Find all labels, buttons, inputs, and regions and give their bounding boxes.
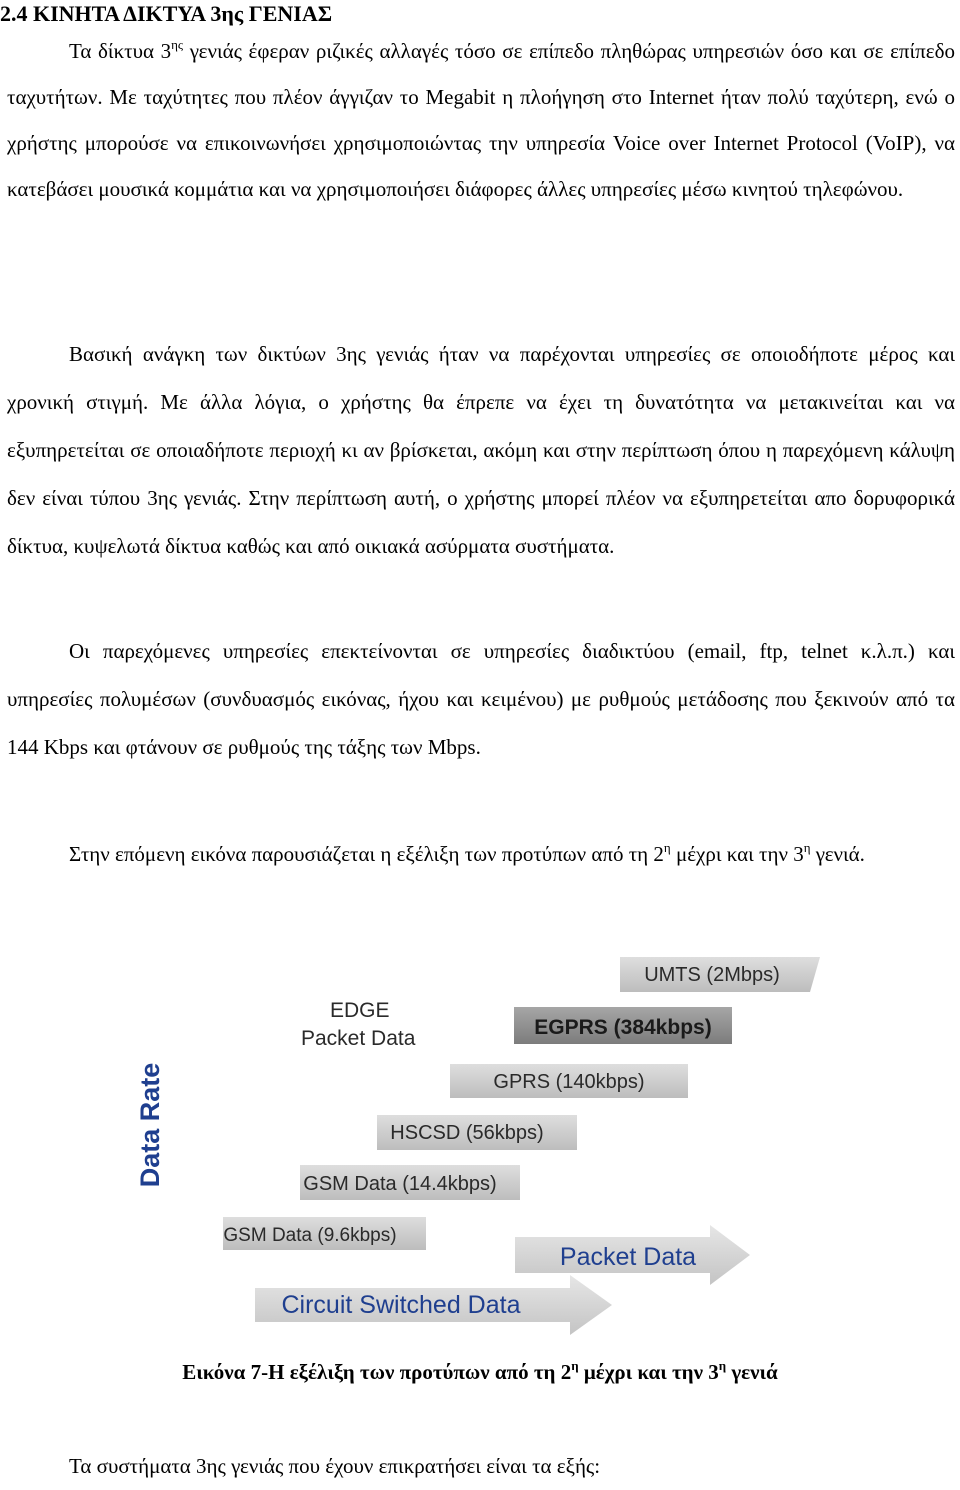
superscript: η xyxy=(718,1358,727,1373)
packet-data-arrow xyxy=(515,1225,750,1285)
paragraph-requirements: Βασική ανάγκη των δικτύων 3ης γενιάς ήταν να παρέχονται υπηρεσίες σε οποιοδήποτε μέρος και χρονική στιγμή. Με άλλα λόγια, ο χρήστης θα έπρεπε να έχει τη δυνατότητα να μετακινείται και να εξυπηρετείται σε οποιαδήποτε περιοχή κι αν βρίσκεται, ακόμη και στην περίπτωση όπου η παρεχόμενη κάλυψη δεν είναι τύπου 3ης γενιάς. Στην περίπτωση αυτή, ο χρήστης μπορεί πλέον να εξυπηρετείται απο δορυφορικά δίκτυα, κυψελωτά δίκτυα καθώς και από οικιακά ασύρματα συστήματα. xyxy=(7,342,955,558)
bar-label: GPRS (140kbps) xyxy=(493,1071,645,1093)
paragraph-services: Οι παρεχόμενες υπηρεσίες επεκτείνονται σε υπηρεσίες διαδικτύου (email, ftp, telnet κ.λ.π.) και υπηρεσίες πολυμέσων (συνδυασμός εικόνας, ήχου και κειμένου) με ρυθμούς μετάδοσης που ξεκινούν από τα 144 Kbps και φτάνουν σε ρυθμούς της τάξης των Mbps. xyxy=(7,639,955,759)
axis-label: Data Rate xyxy=(135,1062,165,1188)
evolution-diagram xyxy=(120,945,840,1340)
circuit-switched-arrow xyxy=(255,1275,612,1335)
bar-label: EGPRS (384kbps) xyxy=(534,1016,712,1039)
superscript: η xyxy=(803,840,811,855)
edge-label: EDGE xyxy=(330,999,390,1022)
section-heading: 2.4 ΚΙΝΗΤΑ ΔΙΚΤΥΑ 3ης ΓΕΝΙΑΣ xyxy=(0,1,333,26)
superscript: η xyxy=(571,1358,579,1373)
text-run: μέχρι και την 3 xyxy=(578,1360,719,1384)
superscript: ης xyxy=(171,37,184,52)
bar-gsm-9-6 xyxy=(223,1217,426,1250)
bar-gsm-14 xyxy=(300,1165,520,1200)
text-run: Τα δίκτυα 3 xyxy=(69,39,172,63)
bar-label: GSM Data (14.4kbps) xyxy=(303,1173,497,1195)
bar-label: GSM Data (9.6kbps) xyxy=(223,1225,397,1246)
bar-label: HSCSD (56kbps) xyxy=(390,1122,544,1144)
paragraph-figure-intro xyxy=(7,830,955,878)
superscript: η xyxy=(663,840,671,855)
paragraph-intro xyxy=(7,28,955,212)
edge-label-sub: Packet Data xyxy=(301,1027,416,1050)
evolution-figure xyxy=(120,945,840,1340)
text-run: μέχρι και την 3 xyxy=(670,842,804,866)
text-run: γενιά. xyxy=(810,842,865,866)
arrow-label: Packet Data xyxy=(559,1243,697,1271)
text-run: γενιά xyxy=(726,1360,778,1384)
bar-label: UMTS (2Mbps) xyxy=(644,964,780,986)
text-run: γενιάς έφεραν ριζικές αλλαγές τόσο σε επίπεδο πληθώρας υπηρεσιών όσο και σε επίπεδο ταχυτήτων. Με ταχύτητες που πλέον άγγιζαν το Megabit η πλοήγηση στο Internet ήταν πολύ ταχύτερη, ενώ ο χρήστης μπορούσε να επικοινωνήσει χρησιμοποιώντας την υπηρεσία Voice over Internet Protocol (VoIP), να κατεβάσει μουσικά κομμάτια και να χρησιμοποιήσει διάφορες άλλες υπηρεσίες μέσω κινητού τηλεφώνου. xyxy=(7,39,955,201)
text-run: Στην επόμενη εικόνα παρουσιάζεται η εξέλιξη των προτύπων από τη 2 xyxy=(69,842,664,866)
bar-egprs xyxy=(514,1007,732,1044)
text-run: Εικόνα 7-Η εξέλιξη των προτύπων από τη 2 xyxy=(182,1360,572,1384)
arrow-label: Circuit Switched Data xyxy=(281,1291,521,1319)
bar-hscsd xyxy=(377,1115,577,1150)
figure-caption xyxy=(0,1357,960,1387)
bar-gprs xyxy=(450,1064,688,1098)
paragraph-systems: Τα συστήματα 3ης γενιάς που έχουν επικρατήσει είναι τα εξής: xyxy=(69,1454,601,1478)
bar-umts xyxy=(620,957,820,992)
